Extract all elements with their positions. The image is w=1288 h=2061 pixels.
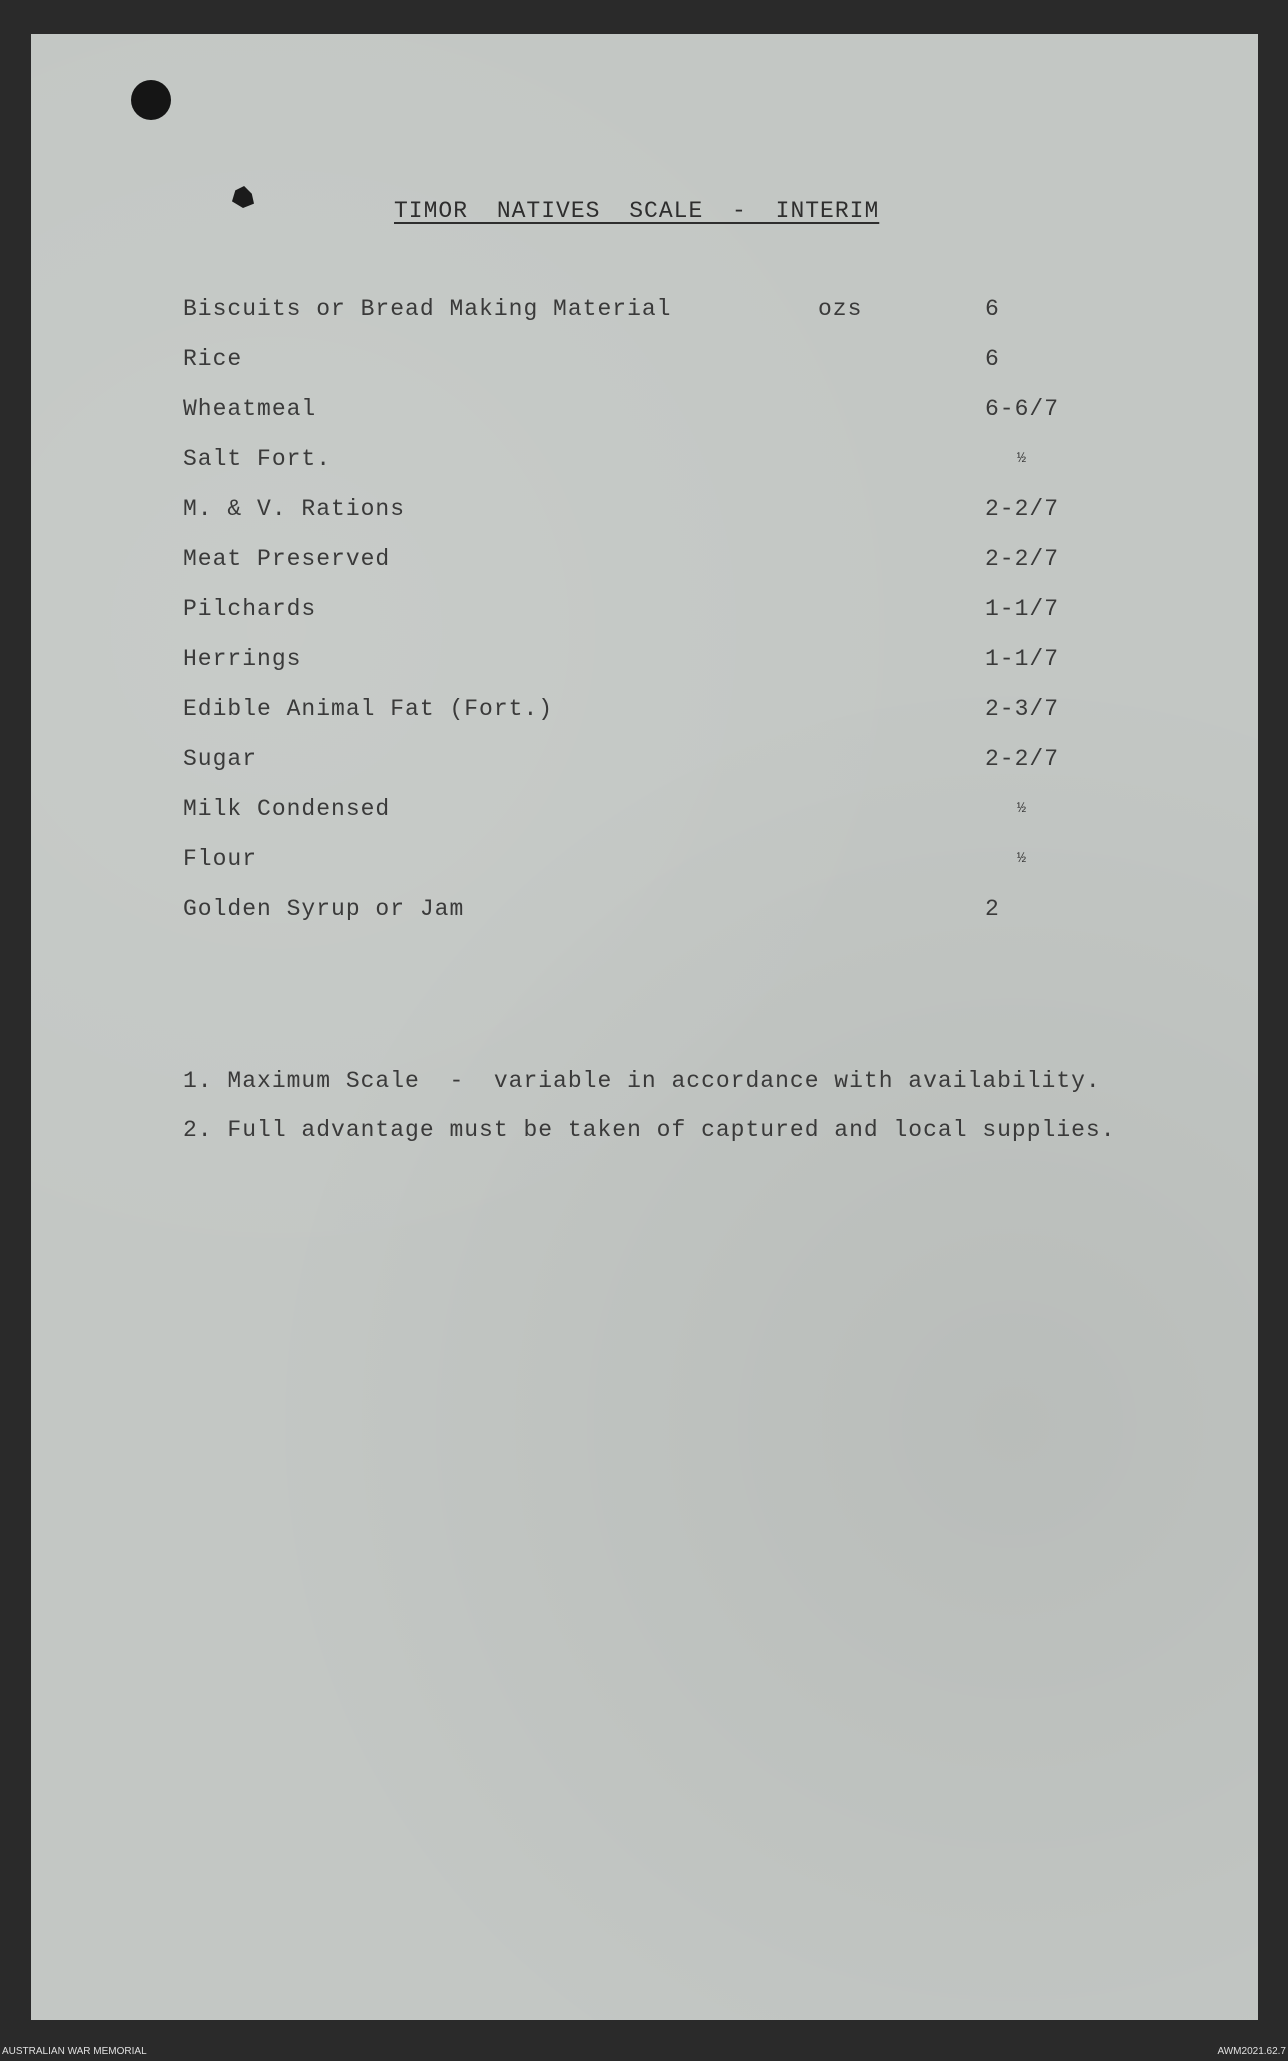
ration-name: Salt Fort. [183, 446, 332, 472]
ration-row [183, 596, 1083, 630]
document-page [31, 34, 1258, 2020]
archive-reference: AWM2021.62.7 [1217, 2046, 1286, 2057]
ration-name: Herrings [183, 646, 302, 672]
ration-qty: 6-6/7 [985, 396, 1060, 422]
ration-qty: 1-1/7 [985, 596, 1060, 622]
ration-qty: ½ [1017, 800, 1028, 817]
ration-row [183, 846, 1083, 880]
ration-unit: ozs [818, 296, 863, 322]
ration-row [183, 696, 1083, 730]
ration-name: M. & V. Rations [183, 496, 406, 522]
ration-row [183, 546, 1083, 580]
ration-row [183, 796, 1083, 830]
ration-name: Rice [183, 346, 243, 372]
punch-hole [131, 80, 171, 120]
ration-row [183, 746, 1083, 780]
ration-qty: ½ [1017, 850, 1028, 867]
ration-name: Edible Animal Fat (Fort.) [183, 696, 554, 722]
ration-row [183, 396, 1083, 430]
document-title: TIMOR NATIVES SCALE - INTERIM [394, 198, 880, 224]
ration-row [183, 496, 1083, 530]
ration-name: Flour [183, 846, 258, 872]
ration-qty: 1-1/7 [985, 646, 1060, 672]
ration-row [183, 896, 1083, 930]
ration-qty: 2 [985, 896, 1000, 922]
ration-name: Wheatmeal [183, 396, 317, 422]
ration-name: Golden Syrup or Jam [183, 896, 465, 922]
archive-credit: AUSTRALIAN WAR MEMORIAL [2, 2046, 147, 2057]
ration-name: Biscuits or Bread Making Material [183, 296, 672, 322]
note-item: 1. Maximum Scale - variable in accordance with availability. [183, 1068, 1101, 1094]
ration-row [183, 296, 1083, 330]
ration-row [183, 346, 1083, 380]
ration-qty: 2-2/7 [985, 746, 1060, 772]
note-item: 2. Full advantage must be taken of captured and local supplies. [183, 1117, 1116, 1143]
ration-name: Sugar [183, 746, 258, 772]
ration-qty: 2-3/7 [985, 696, 1060, 722]
ration-qty: 6 [985, 296, 1000, 322]
ration-qty: 6 [985, 346, 1000, 372]
ration-name: Pilchards [183, 596, 317, 622]
ration-name: Meat Preserved [183, 546, 391, 572]
ration-name: Milk Condensed [183, 796, 391, 822]
ration-qty: 2-2/7 [985, 546, 1060, 572]
ration-qty: 2-2/7 [985, 496, 1060, 522]
ration-row [183, 446, 1083, 480]
ration-qty: ½ [1017, 450, 1028, 467]
ration-row [183, 646, 1083, 680]
